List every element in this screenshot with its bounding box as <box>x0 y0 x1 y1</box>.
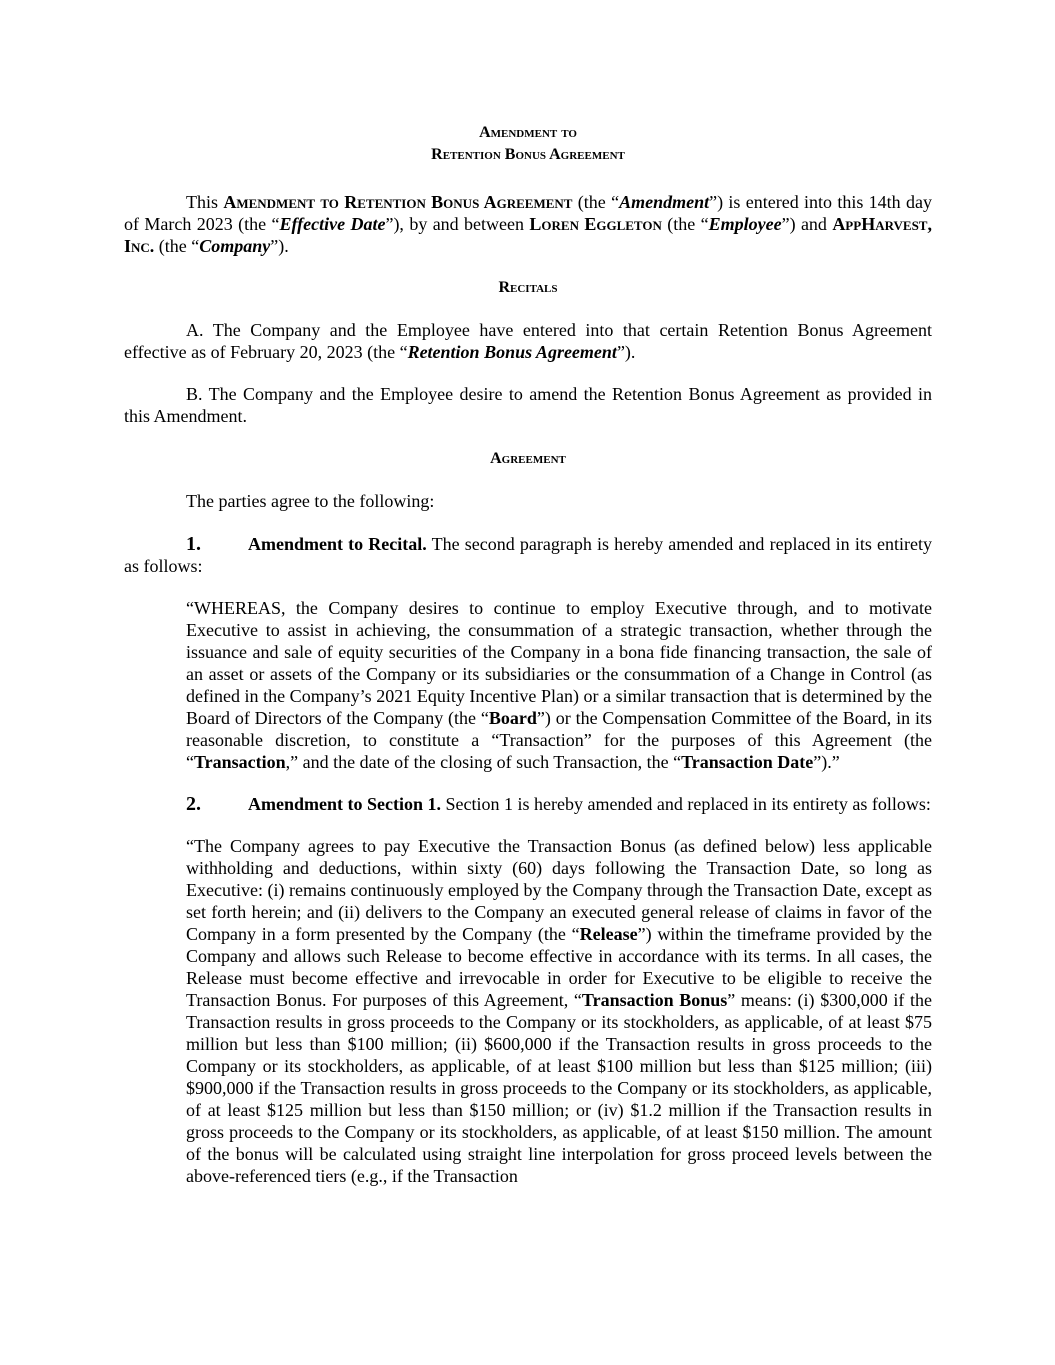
agreement-heading: Agreement <box>490 450 566 467</box>
defined-term-transaction-bonus: Transaction Bonus <box>581 990 728 1010</box>
defined-term-board: Board <box>488 708 537 728</box>
intro-text: ”) and <box>781 214 833 234</box>
agreement-lead: The parties agree to the following: <box>186 491 435 511</box>
defined-term-employee: Employee <box>708 214 782 234</box>
section-1 <box>124 533 932 577</box>
intro-text: This <box>186 192 224 212</box>
intro-text: (the “ <box>572 192 620 212</box>
document-page <box>124 122 932 1187</box>
defined-term-transaction-date: Transaction Date <box>681 752 814 772</box>
intro-text: (the “ <box>154 236 200 256</box>
section-1-title: Amendment to Recital. <box>248 534 427 554</box>
recital-b: B. The Company and the Employee desire to amend the Retention Bonus Agreement as provided in this Amendment. <box>124 384 932 426</box>
section-2 <box>124 793 932 815</box>
recital-a-end: ”). <box>616 342 636 362</box>
section-1-text: The second paragraph is hereby amended and replaced in its entirety as follows: <box>124 534 932 576</box>
intro-text: (the “ <box>661 214 709 234</box>
section-2-quote <box>186 835 932 1187</box>
title-line-2: Retention Bonus Agreement <box>431 146 625 163</box>
defined-term-amendment: Amendment <box>619 192 710 212</box>
intro-paragraph <box>124 191 932 257</box>
quote-text: ”).” <box>813 752 840 772</box>
quote-text: ” means: (i) $300,000 if the Transaction results in gross proceeds to the Company or its stockholders, as applicable, of at least $75 million but less than $100 million; (ii) $600,000 if the Transaction results in gross proceeds to the Company or its stockholders, as applicable, of at least $100 million but less than $125 million; (iii) $900,000 if the Transaction results in gross proceeds to the Company or its stockholders, as applicable, of at least $125 million but less than $150 million; or (iv) $1.2 million if the Transaction results in gross proceeds to the Company or its stockholders, as applicable, of at least $150 million. The amount of the bonus will be calculated using straight line interpolation for gross proceed levels between the above-referenced tiers (e.g., if the Transaction <box>186 990 932 1186</box>
defined-term-release: Release <box>579 924 638 944</box>
intro-text: ”) is entered into this 14th day of March 2023 (the “ <box>124 192 932 234</box>
agreement-name: Amendment to Retention Bonus Agreement <box>223 192 573 212</box>
section-2-number: 2. <box>186 793 201 815</box>
section-1-quote <box>186 597 932 773</box>
document-title <box>124 122 932 166</box>
quote-text: ”) within the timeframe provided by the Company and allows such Release to become effective in accordance with its terms. In all cases, the Release must become effective and irrevocable in order for Executive to be eligible to receive the Transaction Bonus. For purposes of this Agreement, “ <box>186 924 932 1010</box>
intro-text: ”). <box>270 236 289 256</box>
section-2-text: Section 1 is hereby amended and replaced in its entirety as follows: <box>440 794 931 814</box>
section-1-number: 1. <box>186 533 201 555</box>
title-line-1: Amendment to <box>479 124 577 141</box>
defined-term-effective-date: Effective Date <box>279 214 386 234</box>
quote-text: ,” and the date of the closing of such Transaction, the “ <box>285 752 682 772</box>
recital-a-text: A. The Company and the Employee have entered into that certain Retention Bonus Agreement effective as of February 20, 2023 (the “ <box>124 320 932 362</box>
defined-term-transaction: Transaction <box>194 752 286 772</box>
quote-text: “WHEREAS, the Company desires to continue to employ Executive through, and to motivate Executive to assist in achieving, the consummation of a strategic transaction, whether through the issuance and sale of equity securities of the Company in a bona fide financing transaction, the sale of an asset or assets of the Company or its subsidiaries or the consummation of a Change in Control (as defined in the Company’s 2021 Equity Incentive Plan) or a similar transaction that is determined by the Board of Directors of the Company (the “ <box>186 598 932 728</box>
recital-a <box>124 319 932 363</box>
defined-term-retention-bonus-agreement: Retention Bonus Agreement <box>407 342 617 362</box>
intro-text: ”), by and between <box>385 214 530 234</box>
section-2-title: Amendment to Section 1. <box>248 794 441 814</box>
recitals-heading: Recitals <box>498 279 558 296</box>
quote-text: ”) or the Compensation Committee of the Board, in its reasonable discretion, to constitute a “Transaction” for the purposes of this Agreement (the “ <box>186 708 932 772</box>
quote-text: “The Company agrees to pay Executive the Transaction Bonus (as defined below) less applicable withholding and deductions, within sixty (60) days following the Transaction Date, so long as Executive: (i) remains continuously employed by the Company through the Transaction Date, except as set forth herein; and (ii) delivers to the Company an executed general release of claims in favor of the Company in a form presented by the Company (the “ <box>186 836 932 944</box>
employee-name: Loren Eggleton <box>529 214 662 234</box>
defined-term-company: Company <box>199 236 271 256</box>
company-name: AppHarvest, Inc. <box>124 214 932 256</box>
